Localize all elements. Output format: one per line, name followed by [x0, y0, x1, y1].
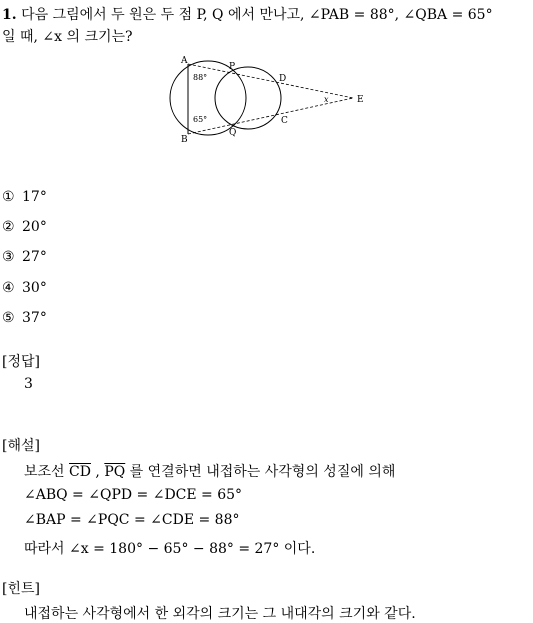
- label-p: P: [229, 62, 236, 72]
- choice-1: [2, 189, 47, 205]
- answer-value: 3: [24, 376, 33, 392]
- choice-number: ④: [2, 280, 15, 296]
- separator: ,: [95, 464, 100, 480]
- hint-heading: [힌트]: [2, 581, 40, 597]
- angle-bottom-label: 65°: [193, 115, 208, 124]
- solution-line-2: ∠ABQ = ∠QPD = ∠DCE = 65°: [24, 487, 243, 503]
- segment-cd: $\overline{CD}$: [69, 464, 91, 480]
- label-c: C: [281, 116, 288, 126]
- choice-value: 30°: [22, 280, 47, 296]
- choice-value: 37°: [22, 310, 47, 326]
- label-d: D: [279, 74, 287, 84]
- label-e: E: [357, 95, 364, 105]
- choice-value: 17°: [22, 189, 47, 205]
- choice-value: 20°: [22, 219, 47, 235]
- segment-pq: $\overline{PQ}$: [104, 464, 126, 480]
- choice-value: 27°: [22, 249, 47, 265]
- question-text-2: 일 때, ∠x 의 크기는?: [2, 29, 133, 45]
- solution-line-4: 따라서 ∠x = 180° − 65° − 88° = 27° 이다.: [24, 541, 316, 557]
- solution-heading: [해설]: [2, 438, 40, 454]
- choice-3: [2, 249, 47, 265]
- question-text-1: 다음 그림에서 두 원은 두 점 P, Q 에서 만나고, ∠PAB = 88°, ∠QBA = 65°: [21, 7, 493, 23]
- choice-5: [2, 310, 47, 326]
- question-line-1: [2, 4, 493, 24]
- choice-number: ①: [2, 189, 15, 205]
- choice-number: ③: [2, 249, 15, 265]
- label-b: B: [181, 135, 188, 145]
- solution-line-1-prefix: 보조선: [24, 464, 65, 480]
- solution-line-1-suffix: 를 연결하면 내접하는 사각형의 성질에 의해: [129, 464, 396, 480]
- label-a: A: [181, 56, 188, 66]
- solution-line-3: ∠BAP = ∠PQC = ∠CDE = 88°: [24, 512, 240, 528]
- label-x: x: [324, 95, 329, 104]
- label-q: Q: [229, 128, 237, 138]
- choice-number: ⑤: [2, 310, 15, 326]
- geometry-figure: [160, 52, 375, 147]
- choice-number: ②: [2, 219, 15, 235]
- line-ae: [188, 64, 353, 98]
- choice-4: [2, 280, 47, 296]
- angle-top-label: 88°: [193, 73, 208, 82]
- answer-heading: [정답]: [2, 354, 40, 370]
- question-number: 1.: [2, 7, 17, 23]
- hint-text: 내접하는 사각형에서 한 외각의 크기는 그 내대각의 크기와 같다.: [24, 606, 416, 622]
- solution-line-1: [24, 461, 395, 481]
- choice-2: [2, 219, 47, 235]
